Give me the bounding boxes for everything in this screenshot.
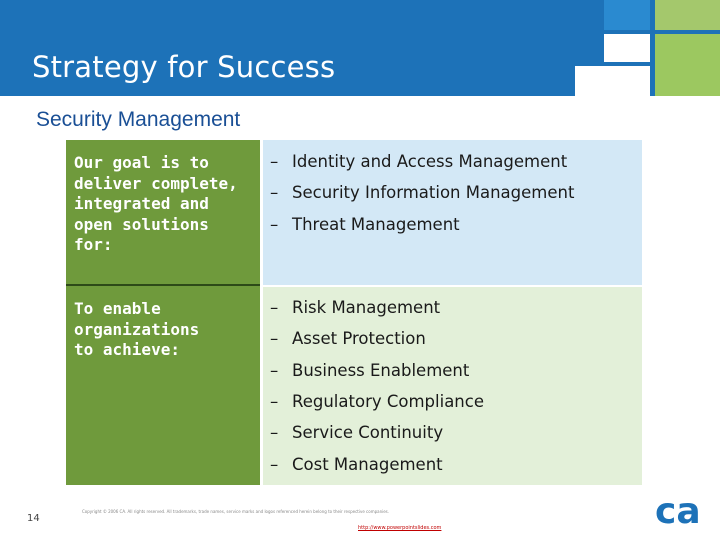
- list-item: [270, 152, 567, 171]
- list-item: [270, 361, 469, 380]
- bullet-dash: –: [270, 329, 279, 348]
- copyright-text: Copyright © 2006 CA. All rights reserved. All trademarks, trade names, service marks and logos referenced herein belong to their respective companies.: [82, 509, 390, 514]
- bullet-dash: –: [270, 423, 279, 442]
- list-item-text: Security Information Management: [292, 183, 575, 202]
- list-item-text: Regulatory Compliance: [292, 392, 484, 411]
- list-item-text: Service Continuity: [292, 423, 444, 442]
- list-item: [270, 298, 440, 317]
- bullet-dash: –: [270, 298, 279, 317]
- bullet-dash: –: [270, 455, 279, 474]
- list-item-text: Threat Management: [292, 215, 460, 234]
- bullet-dash: –: [270, 392, 279, 411]
- list-item-text: Cost Management: [292, 455, 443, 474]
- section-divider: [66, 284, 260, 286]
- ca-logo-icon: [655, 493, 707, 529]
- list-item: [270, 329, 426, 348]
- bullet-dash: –: [270, 183, 279, 202]
- logo-text: ca: [655, 493, 701, 529]
- page-number: 14: [27, 513, 40, 524]
- list-item-text: Identity and Access Management: [292, 152, 568, 171]
- list-item-text: Asset Protection: [292, 329, 426, 348]
- bullet-dash: –: [270, 361, 279, 380]
- decor-square: [575, 66, 650, 96]
- section-label-goal: Our goal is to deliver complete, integrated and open solutions for:: [74, 153, 238, 254]
- decor-square: [604, 34, 650, 62]
- bullet-dash: –: [270, 215, 279, 234]
- decor-square: [655, 0, 720, 30]
- footer-link[interactable]: http://www.powerpointslides.com: [358, 525, 442, 531]
- list-item: [270, 423, 443, 442]
- list-item: [270, 455, 443, 474]
- list-item: [270, 392, 484, 411]
- section-label-column: [66, 140, 260, 485]
- bullet-dash: –: [270, 152, 279, 171]
- decor-square: [655, 34, 720, 96]
- list-item: [270, 215, 460, 234]
- list-item-text: Risk Management: [292, 298, 441, 317]
- slide-subtitle: Security Management: [36, 108, 241, 131]
- slide-title: Strategy for Success: [32, 50, 336, 84]
- list-item-text: Business Enablement: [292, 361, 470, 380]
- decor-square: [604, 0, 650, 30]
- list-item: [270, 183, 574, 202]
- section-label-enable: To enable organizations to achieve:: [74, 299, 200, 359]
